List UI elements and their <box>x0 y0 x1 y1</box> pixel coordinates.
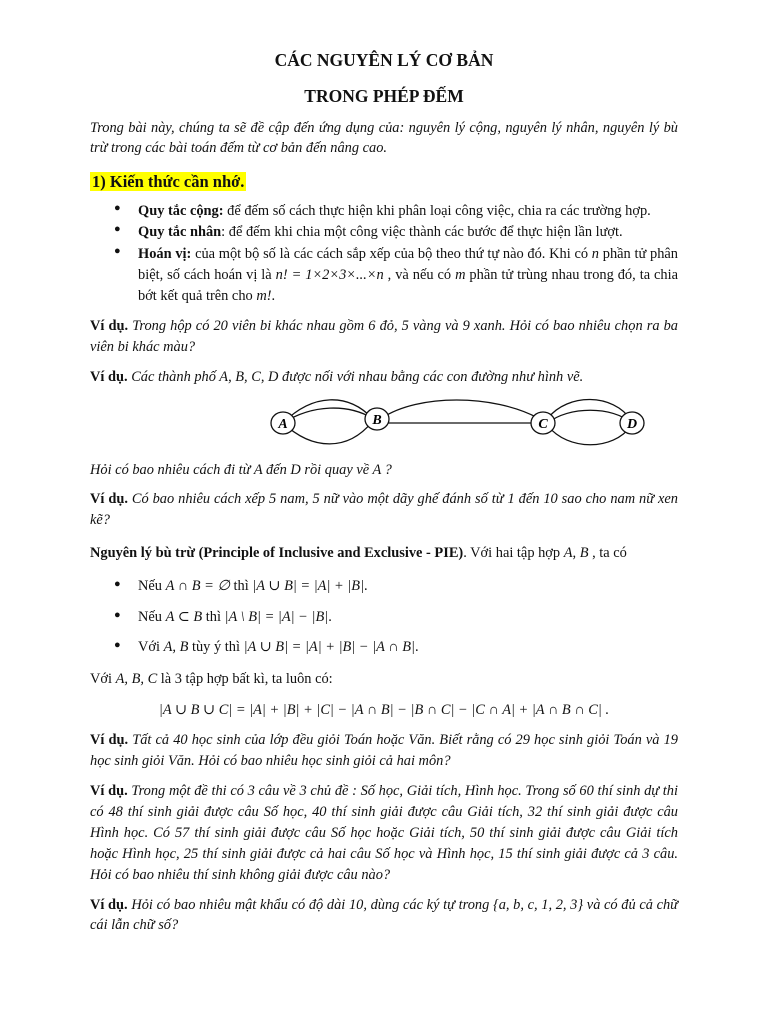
node-b <box>365 408 389 430</box>
intro-paragraph: Trong bài này, chúng ta sẽ đề cập đến ứng dụng của: nguyên lý cộng, nguyên lý nhân, nguyên lý bù trừ trong các bài toán đếm từ cơ bản đến nâng cao. <box>90 119 678 156</box>
rule-text: . <box>415 639 419 656</box>
road-c-d-bottom <box>548 426 631 445</box>
math-var: m! <box>256 288 272 305</box>
example-text: Tất cả 40 học sinh của lớp đều giỏi Toán hoặc Văn. Biết rằng có 29 học sinh giỏi Toán và 19 học sinh giỏi Văn. Hỏi có bao nhiêu học sinh giỏi cả hai môn? <box>90 732 678 770</box>
rule-text: phần tử phân biệt, số cách hoán vị là <box>138 246 678 284</box>
question-text: đến <box>262 461 291 478</box>
math-formula: A, B <box>163 639 189 656</box>
node-label: C <box>538 416 548 432</box>
section-heading <box>90 170 678 195</box>
example-text: và có đủ cả chữ cái lẫn chữ số? <box>90 896 679 934</box>
rule-term: Hoán vị: <box>138 246 192 263</box>
example-4 <box>90 730 678 772</box>
question-text: ? <box>381 461 392 478</box>
math-formula: |A ∪ B| = |A| + |B| <box>252 578 365 595</box>
node-label: A <box>278 416 288 432</box>
example-2 <box>90 367 678 388</box>
node-label: D <box>626 416 638 432</box>
example-label: Ví dụ. <box>90 491 128 508</box>
question-text: Hỏi có bao nhiêu cách đi từ <box>90 461 254 478</box>
rule-text: phần tử trùng nhau trong đó, ta chia bớt kết quả trên cho <box>138 267 679 305</box>
example-text: Có bao nhiêu cách xếp 5 nam, 5 nữ vào một dãy ghế đánh số từ 1 đến 10 sao cho nam nữ xen kẽ? <box>90 491 678 529</box>
rule-text: . <box>328 608 332 625</box>
rule-text: để đếm số cách thực hiện khi phân loại công việc, chia ra các trường hợp. <box>223 202 651 219</box>
math-var: D <box>290 461 301 478</box>
rule-text: : để đếm khi chia một công việc thành các bước để thực hiện lần lượt. <box>221 224 623 241</box>
rule-text: của một bộ số là các cách sắp xếp của bộ theo thứ tự nào đó. Khi có <box>191 246 592 263</box>
rule-text: thì <box>202 608 225 625</box>
road-a-b-bottom <box>283 422 372 444</box>
three-sets-formula: |A ∪ B ∪ C| = |A| + |B| + |C| − |A ∩ B| − |B ∩ C| − |C ∩ A| + |A ∩ B ∩ C| . <box>158 701 610 718</box>
city-graph <box>268 396 648 448</box>
rule-term: Quy tắc cộng: <box>138 202 224 219</box>
example-label: Ví dụ. <box>90 783 128 800</box>
math-set: {a, b, c, 1, 2, 3} <box>492 896 584 913</box>
list-item <box>138 222 678 243</box>
example-label: Ví dụ. <box>90 896 128 913</box>
page-title: CÁC NGUYÊN LÝ CƠ BẢN <box>274 50 494 70</box>
rule-text: . <box>271 288 276 305</box>
example-2-question <box>90 460 678 481</box>
set-rules-list <box>90 576 678 659</box>
rule-text: thì <box>229 578 253 595</box>
rule-text: . <box>364 578 368 595</box>
section-heading-text: 1) Kiến thức cần nhớ. <box>92 171 245 191</box>
node-c <box>531 412 555 434</box>
list-item <box>138 201 678 222</box>
three-sets-intro <box>90 669 678 690</box>
pie-title: Nguyên lý bù trừ (Principle of Inclusive and Exclusive - PIE) <box>90 545 464 562</box>
list-item <box>138 637 678 659</box>
rule-text: Nếu <box>138 578 166 595</box>
pie-text: , ta có <box>588 545 627 562</box>
math-formula: n! = 1×2×3×...×n <box>275 267 384 284</box>
road-b-c-top <box>382 400 538 418</box>
example-label: Ví dụ. <box>90 368 128 385</box>
list-item <box>138 607 678 629</box>
rule-text: Với <box>138 639 164 656</box>
math-var: A, B, C <box>115 670 158 687</box>
page-subtitle: TRONG PHÉP ĐẾM <box>304 86 464 107</box>
road-c-d-middle <box>548 410 631 423</box>
example-text: Trong hộp có 20 viên bi khác nhau gồm 6 đỏ, 5 vàng và 9 xanh. Hỏi có bao nhiêu chọn ra ba viên bi khác màu? <box>90 317 679 355</box>
example-1 <box>90 316 678 358</box>
city-graph-diagram <box>90 396 678 450</box>
math-formula: A ⊂ B <box>165 608 203 625</box>
list-item <box>138 576 678 598</box>
rule-text: Nếu <box>138 608 166 625</box>
math-var: m <box>455 267 466 284</box>
pie-paragraph <box>90 543 678 564</box>
example-text: Hỏi có bao nhiêu mật khẩu có độ dài 10, dùng các ký tự trong <box>131 896 493 913</box>
example-text: Trong một đề thi có 3 câu về 3 chủ đề : Số học, Giải tích, Hình học. Trong số 60 thí sinh dự thi có 48 thí sinh giải được câu Số học, 40 thí sinh giải được câu Giải tích, 32 thí sinh giải được câu Hình học. Có 57 thí sinh giải được câu Số học hoặc Giải tích, 50 thí sinh giải được câu Giải tích hoặc Hình học, 25 thí sinh giải được cả hai câu Số học và Hình học, 15 thí sinh giải được cả 3 câu. Hỏi có bao nhiêu thí sinh không giải được câu nào? <box>90 783 679 883</box>
rules-list <box>90 201 678 307</box>
question-text: rồi quay về <box>300 461 373 478</box>
list-item <box>138 244 678 307</box>
math-var: n <box>591 246 599 263</box>
rule-text: , và nếu có <box>383 267 456 284</box>
math-var: A <box>372 461 381 478</box>
example-5 <box>90 781 678 885</box>
math-formula: |A \ B| = |A| − |B| <box>224 608 329 625</box>
example-text: Các thành phố A, B, C, D được nối với nhau bằng các con đường như hình vẽ. <box>131 368 584 385</box>
rule-term: Quy tắc nhân <box>138 224 222 241</box>
pie-text: . Với hai tập hợp <box>463 545 564 562</box>
example-label: Ví dụ. <box>90 732 129 749</box>
node-d <box>620 412 644 434</box>
math-formula: A ∩ B = ∅ <box>165 578 230 595</box>
math-var: A <box>253 461 263 478</box>
node-label: B <box>372 412 382 428</box>
example-6 <box>90 895 678 937</box>
math-var: A, B <box>563 545 589 562</box>
body-text: Với <box>90 670 116 687</box>
rule-text: tùy ý thì <box>188 639 244 656</box>
node-a <box>271 412 295 434</box>
body-text: là 3 tập hợp bất kì, ta luôn có: <box>157 670 333 687</box>
example-label: Ví dụ. <box>90 317 129 334</box>
example-3 <box>90 489 678 531</box>
math-formula: |A ∪ B| = |A| + |B| − |A ∩ B| <box>243 639 415 656</box>
road-a-b-middle <box>283 408 372 423</box>
